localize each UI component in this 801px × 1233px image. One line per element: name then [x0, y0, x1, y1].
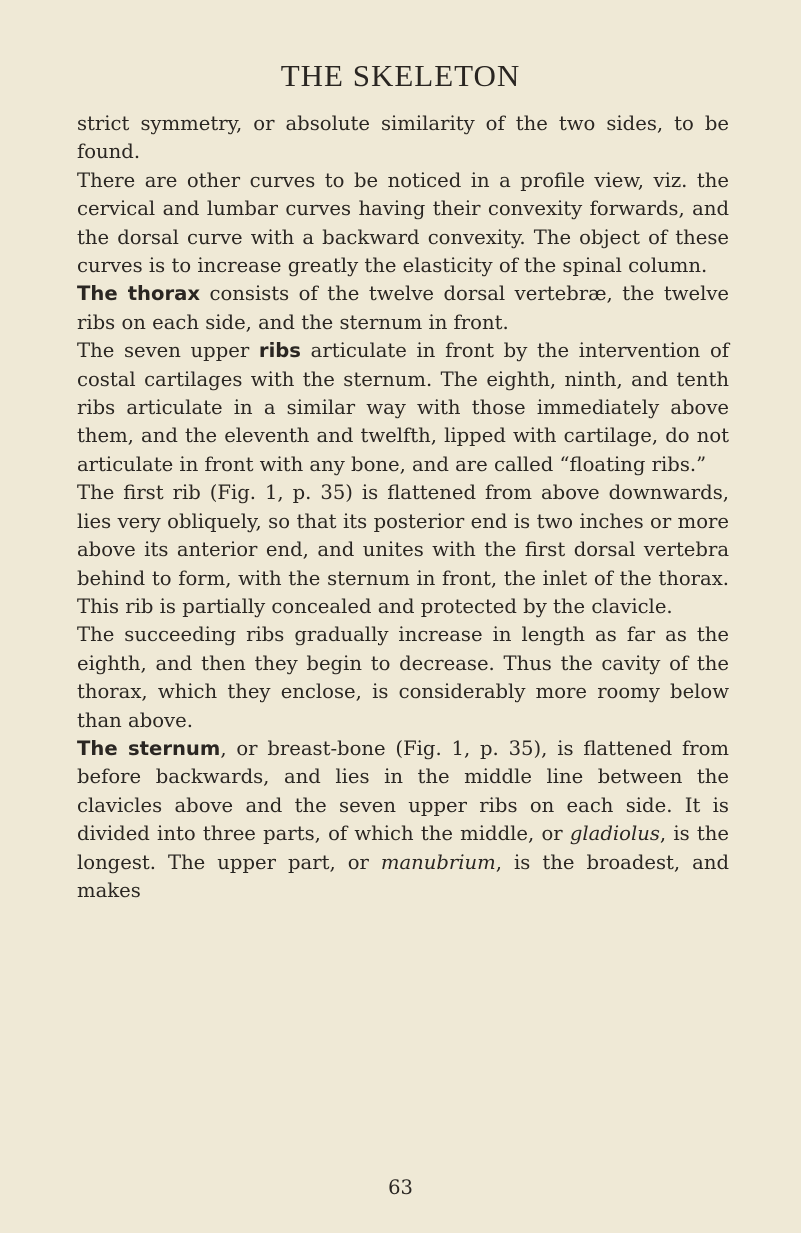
paragraph-text: There are other curves to be noticed in a profile view, viz. the cervical and lumbar curves having their convexity forwards, and the dorsal curve with a backward convexity. The object of these curves is to increase greatly the elasticity of the spinal column. — [77, 168, 729, 278]
term-thorax: The thorax — [77, 282, 200, 306]
term-gladiolus: gladiolus — [569, 822, 660, 846]
running-head: THE SKELETON — [280, 58, 521, 93]
body-text — [77, 110, 729, 905]
paragraph-first-rib — [77, 479, 729, 621]
paragraph-text: , or breast-bone (Fig. 1, p. 35), is flattened from before backwards, and lies in the middle line between the clavicles above and the seven upper ribs on each side. It is divided into three parts, of which the middle, or — [77, 736, 729, 846]
paragraph-text: , is the broadest, and makes — [77, 850, 729, 902]
term-sternum: The sternum — [77, 736, 221, 760]
term-ribs: ribs — [258, 339, 301, 363]
paragraph-1 — [77, 110, 729, 167]
paragraph-text: articulate in front by the intervention of costal cartilages with the sternum. The eighth, ninth, and tenth ribs articulate in a similar way with those immediately above them, and the eleventh and twelfth, lipped with cartilage, do not articulate in front with any bone, and are called “floating ribs.” — [77, 339, 729, 476]
paragraph-ribs — [77, 337, 729, 479]
page-number: 63 — [388, 1176, 413, 1199]
paragraph-text: consists of the twelve dorsal vertebræ, the twelve ribs on each side, and the sternum in front. — [77, 282, 729, 334]
paragraph-thorax — [77, 280, 729, 337]
paragraph-succeeding-ribs — [77, 621, 729, 735]
paragraph-text: , is the longest. The upper part, or — [77, 822, 729, 874]
paragraph-2 — [77, 167, 729, 281]
paragraph-text: The first rib (Fig. 1, p. 35) is flattened from above downwards, lies very obliquely, so that its posterior end is two inches or more above its anterior end, and unites with the first dorsal vertebra behind to form, with the sternum in front, the inlet of the thorax. This rib is partially concealed and protected by the clavicle. — [77, 481, 729, 618]
term-manubrium: manubrium — [380, 850, 496, 874]
paragraph-text: strict symmetry, or absolute similarity of the two sides, to be found. — [77, 112, 729, 164]
paragraph-text: The succeeding ribs gradually increase in length as far as the eighth, and then they begin to decrease. Thus the cavity of the thorax, which they enclose, is considerably more roomy below than above. — [77, 623, 729, 732]
paragraph-sternum — [77, 735, 729, 905]
paragraph-text: The seven upper — [77, 339, 259, 363]
